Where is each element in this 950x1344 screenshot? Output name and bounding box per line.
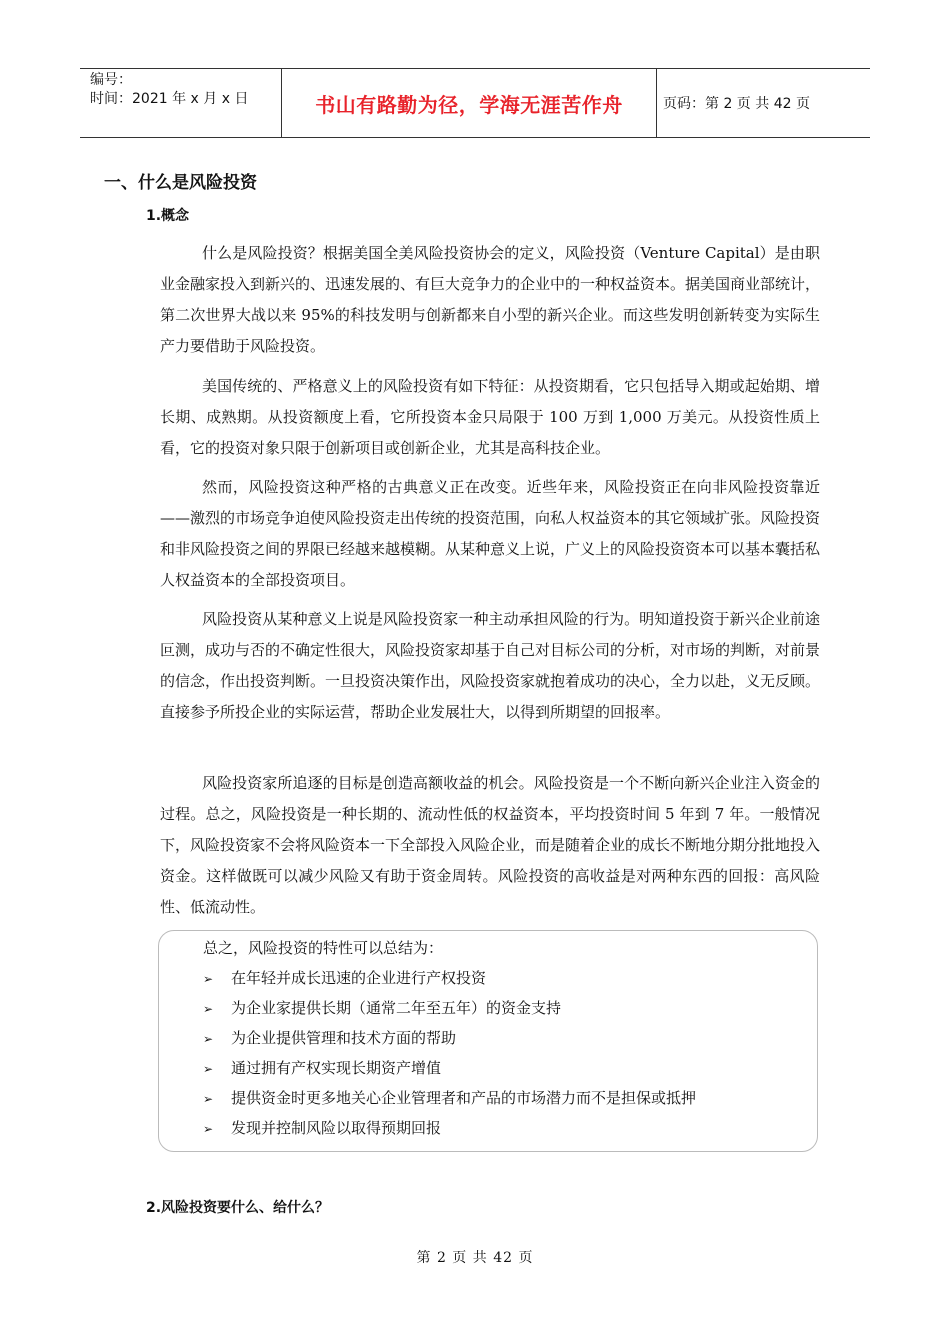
subsection-title-what-vc-wants: 2.风险投资要什么、给什么？ xyxy=(146,1200,330,1216)
header-motto: 书山有路勤为径，学海无涯苦作舟 xyxy=(315,92,623,117)
paragraph: 美国传统的、严格意义上的风险投资有如下特征：从投资期看，它只包括导入期或起始期、增长期、成熟期。从投资额度上看，它所投资本金只局限于 100 万到 1,000 万美元。从投资性质上看，它的投资对象只限于创新项目或创新企业，尤其是高科技企业。 xyxy=(160,377,820,457)
header-motto-cell xyxy=(282,69,657,137)
page-footer: 第 2 页 共 42 页 xyxy=(416,1250,534,1266)
summary-box xyxy=(158,930,818,1152)
paragraph: 风险投资家所追逐的目标是创造高额收益的机会。风险投资是一个不断向新兴企业注入资金的过程。总之，风险投资是一种长期的、流动性低的权益资本，平均投资时间 5 年到 7 年。一般情况下，风险投资家不会将风险资本一下全部投入风险企业，而是随着企业的成长不断地分期分批地投入资金。这样做既可以减少风险又有助于资金周转。风险投资的高收益是对两种东西的回报：高风险性、低流动性。 xyxy=(160,774,821,916)
header-meta xyxy=(80,69,282,137)
summary-intro: 总之，风险投资的特性可以总结为： xyxy=(203,939,444,957)
list-item xyxy=(203,1083,696,1114)
arrowhead-bullet-icon: ➢ xyxy=(203,1122,214,1136)
page-header xyxy=(80,68,870,138)
arrowhead-bullet-icon: ➢ xyxy=(203,1032,214,1046)
section-title: 一、什么是风险投资 xyxy=(104,173,257,193)
document-number: 编号： xyxy=(90,72,132,88)
list-item-text: 为企业家提供长期（通常二年至五年）的资金支持 xyxy=(231,999,562,1017)
list-item xyxy=(203,963,486,994)
list-item-text: 发现并控制风险以取得预期回报 xyxy=(231,1119,442,1137)
arrowhead-bullet-icon: ➢ xyxy=(203,1002,214,1016)
paragraph: 风险投资从某种意义上说是风险投资家一种主动承担风险的行为。明知道投资于新兴企业前途叵测，成功与否的不确定性很大，风险投资家却基于自己对目标公司的分析，对市场的判断，对前景的信念，作出投资判断。一旦投资决策作出，风险投资家就抱着成功的决心，全力以赴，义无反顾。直接参予所投企业的实际运营，帮助企业发展壮大，以得到所期望的回报率。 xyxy=(160,610,821,721)
list-item-text: 在年轻并成长迅速的企业进行产权投资 xyxy=(231,969,487,987)
list-item xyxy=(203,1113,441,1144)
list-item-text: 通过拥有产权实现长期资产增值 xyxy=(231,1059,442,1077)
list-item-text: 为企业提供管理和技术方面的帮助 xyxy=(231,1029,457,1047)
subsection-title-concept: 1.概念 xyxy=(146,208,190,224)
list-item xyxy=(203,993,561,1024)
arrowhead-bullet-icon: ➢ xyxy=(203,1092,214,1106)
paragraph: 什么是风险投资？根据美国全美风险投资协会的定义，风险投资（Venture Capital）是由职业金融家投入到新兴的、迅速发展的、有巨大竞争力的企业中的一种权益资本。据美国商业部统计，第二次世界大战以来 95%的科技发明与创新都来自小型的新兴企业。而这些发明创新转变为实际生产力要借助于风险投资。 xyxy=(160,244,821,355)
list-item xyxy=(203,1023,456,1054)
header-page-number: 页码：第 2 页 共 42 页 xyxy=(663,96,810,112)
arrowhead-bullet-icon: ➢ xyxy=(203,972,214,986)
list-item xyxy=(203,1053,441,1084)
paragraph: 然而，风险投资这种严格的古典意义正在改变。近些年来，风险投资正在向非风险投资靠近——激烈的市场竞争迫使风险投资走出传统的投资范围，向私人权益资本的其它领域扩张。风险投资和非风险投资之间的界限已经越来越模糊。从某种意义上说，广义上的风险投资资本可以基本囊括私人权益资本的全部投资项目。 xyxy=(160,478,821,589)
document-date: 时间：2021 年 x 月 x 日 xyxy=(90,91,249,107)
list-item-text: 提供资金时更多地关心企业管理者和产品的市场潜力而不是担保或抵押 xyxy=(231,1089,697,1107)
arrowhead-bullet-icon: ➢ xyxy=(203,1062,214,1076)
